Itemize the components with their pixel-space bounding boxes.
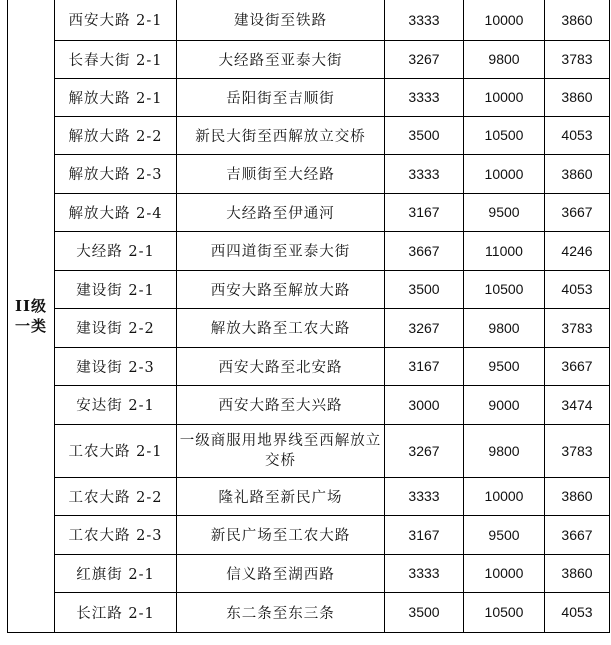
price-value-1-cell: 3333 — [385, 477, 464, 515]
price-value-2-cell: 10500 — [464, 592, 545, 632]
road-name-cell: 工农大路 2-1 — [55, 424, 177, 477]
price-value-1-cell: 3167 — [385, 347, 464, 385]
road-name-cell: 解放大路 2-1 — [55, 78, 177, 116]
table-body — [8, 0, 610, 632]
road-section-cell: 岳阳街至吉顺街 — [177, 78, 385, 116]
table-row — [8, 40, 610, 78]
price-value-1-cell: 3500 — [385, 592, 464, 632]
price-value-2-cell: 9500 — [464, 515, 545, 554]
table-row — [8, 231, 610, 270]
price-value-1-cell: 3267 — [385, 424, 464, 477]
road-section-cell: 新民广场至工农大路 — [177, 515, 385, 554]
road-name-cell: 长春大街 2-1 — [55, 40, 177, 78]
road-name-cell: 建设街 2-3 — [55, 347, 177, 385]
table-row — [8, 554, 610, 592]
road-name-cell: 建设街 2-2 — [55, 308, 177, 347]
price-value-2-cell: 11000 — [464, 231, 545, 270]
road-name-cell: 建设街 2-1 — [55, 270, 177, 308]
road-section-cell: 新民大街至西解放立交桥 — [177, 116, 385, 154]
price-value-2-cell: 10000 — [464, 554, 545, 592]
price-value-3-cell: 3860 — [545, 0, 610, 40]
price-value-1-cell: 3000 — [385, 385, 464, 424]
price-value-2-cell: 9000 — [464, 385, 545, 424]
price-value-3-cell: 3474 — [545, 385, 610, 424]
price-value-3-cell: 3783 — [545, 40, 610, 78]
price-value-3-cell: 3860 — [545, 78, 610, 116]
road-section-cell: 西安大路至大兴路 — [177, 385, 385, 424]
price-value-3-cell: 4053 — [545, 270, 610, 308]
road-section-cell: 大经路至伊通河 — [177, 193, 385, 231]
road-section-cell: 西四道街至亚泰大街 — [177, 231, 385, 270]
price-value-1-cell: 3500 — [385, 116, 464, 154]
price-value-3-cell: 3667 — [545, 193, 610, 231]
table-row — [8, 347, 610, 385]
price-value-2-cell: 9500 — [464, 193, 545, 231]
price-value-3-cell: 3667 — [545, 515, 610, 554]
road-name-cell: 红旗街 2-1 — [55, 554, 177, 592]
price-value-2-cell: 10500 — [464, 270, 545, 308]
price-value-3-cell: 4053 — [545, 592, 610, 632]
price-value-1-cell: 3333 — [385, 78, 464, 116]
table-row — [8, 78, 610, 116]
price-value-3-cell: 3860 — [545, 554, 610, 592]
price-value-1-cell: 3667 — [385, 231, 464, 270]
price-value-2-cell: 10000 — [464, 0, 545, 40]
table-row — [8, 515, 610, 554]
road-section-cell: 解放大路至工农大路 — [177, 308, 385, 347]
price-value-3-cell: 4246 — [545, 231, 610, 270]
road-name-cell: 西安大路 2-1 — [55, 0, 177, 40]
road-section-cell: 信义路至湖西路 — [177, 554, 385, 592]
price-value-1-cell: 3333 — [385, 554, 464, 592]
road-section-cell: 西安大路至北安路 — [177, 347, 385, 385]
road-section-cell: 隆礼路至新民广场 — [177, 477, 385, 515]
price-value-3-cell: 3667 — [545, 347, 610, 385]
road-name-cell: 解放大路 2-2 — [55, 116, 177, 154]
price-value-1-cell: 3267 — [385, 308, 464, 347]
table-row — [8, 154, 610, 193]
price-value-1-cell: 3167 — [385, 193, 464, 231]
road-name-cell: 解放大路 2-4 — [55, 193, 177, 231]
table-row — [8, 116, 610, 154]
grade-category-cell — [8, 0, 55, 632]
road-name-cell: 大经路 2-1 — [55, 231, 177, 270]
price-value-3-cell: 3783 — [545, 424, 610, 477]
price-value-2-cell: 10000 — [464, 154, 545, 193]
price-value-3-cell: 3860 — [545, 154, 610, 193]
price-value-1-cell: 3333 — [385, 154, 464, 193]
table-row — [8, 424, 610, 477]
price-value-2-cell: 9800 — [464, 424, 545, 477]
price-value-1-cell: 3500 — [385, 270, 464, 308]
road-name-cell: 长江路 2-1 — [55, 592, 177, 632]
price-value-3-cell: 4053 — [545, 116, 610, 154]
price-value-3-cell: 3860 — [545, 477, 610, 515]
price-value-2-cell: 9800 — [464, 40, 545, 78]
table-row — [8, 477, 610, 515]
price-value-1-cell: 3267 — [385, 40, 464, 78]
price-value-3-cell: 3783 — [545, 308, 610, 347]
table-row — [8, 193, 610, 231]
table-row — [8, 270, 610, 308]
road-name-cell: 安达街 2-1 — [55, 385, 177, 424]
road-name-cell: 解放大路 2-3 — [55, 154, 177, 193]
price-value-1-cell: 3167 — [385, 515, 464, 554]
price-value-1-cell: 3333 — [385, 0, 464, 40]
road-section-cell: 建设街至铁路 — [177, 0, 385, 40]
price-value-2-cell: 10500 — [464, 116, 545, 154]
table-row — [8, 308, 610, 347]
price-value-2-cell: 10000 — [464, 78, 545, 116]
grade-category-line: 一类 — [14, 316, 47, 335]
price-value-2-cell: 9800 — [464, 308, 545, 347]
road-name-cell: 工农大路 2-3 — [55, 515, 177, 554]
price-value-2-cell: 9500 — [464, 347, 545, 385]
table-row — [8, 592, 610, 632]
land-price-table — [7, 0, 610, 633]
road-section-cell: 吉顺街至大经路 — [177, 154, 385, 193]
table-row — [8, 385, 610, 424]
road-section-cell: 西安大路至解放大路 — [177, 270, 385, 308]
table-row — [8, 0, 610, 40]
road-section-cell: 东二条至东三条 — [177, 592, 385, 632]
road-name-cell: 工农大路 2-2 — [55, 477, 177, 515]
grade-category-line: II级 — [14, 296, 48, 315]
price-value-2-cell: 10000 — [464, 477, 545, 515]
road-section-cell: 一级商服用地界线至西解放立交桥 — [177, 424, 385, 477]
road-section-cell: 大经路至亚泰大街 — [177, 40, 385, 78]
